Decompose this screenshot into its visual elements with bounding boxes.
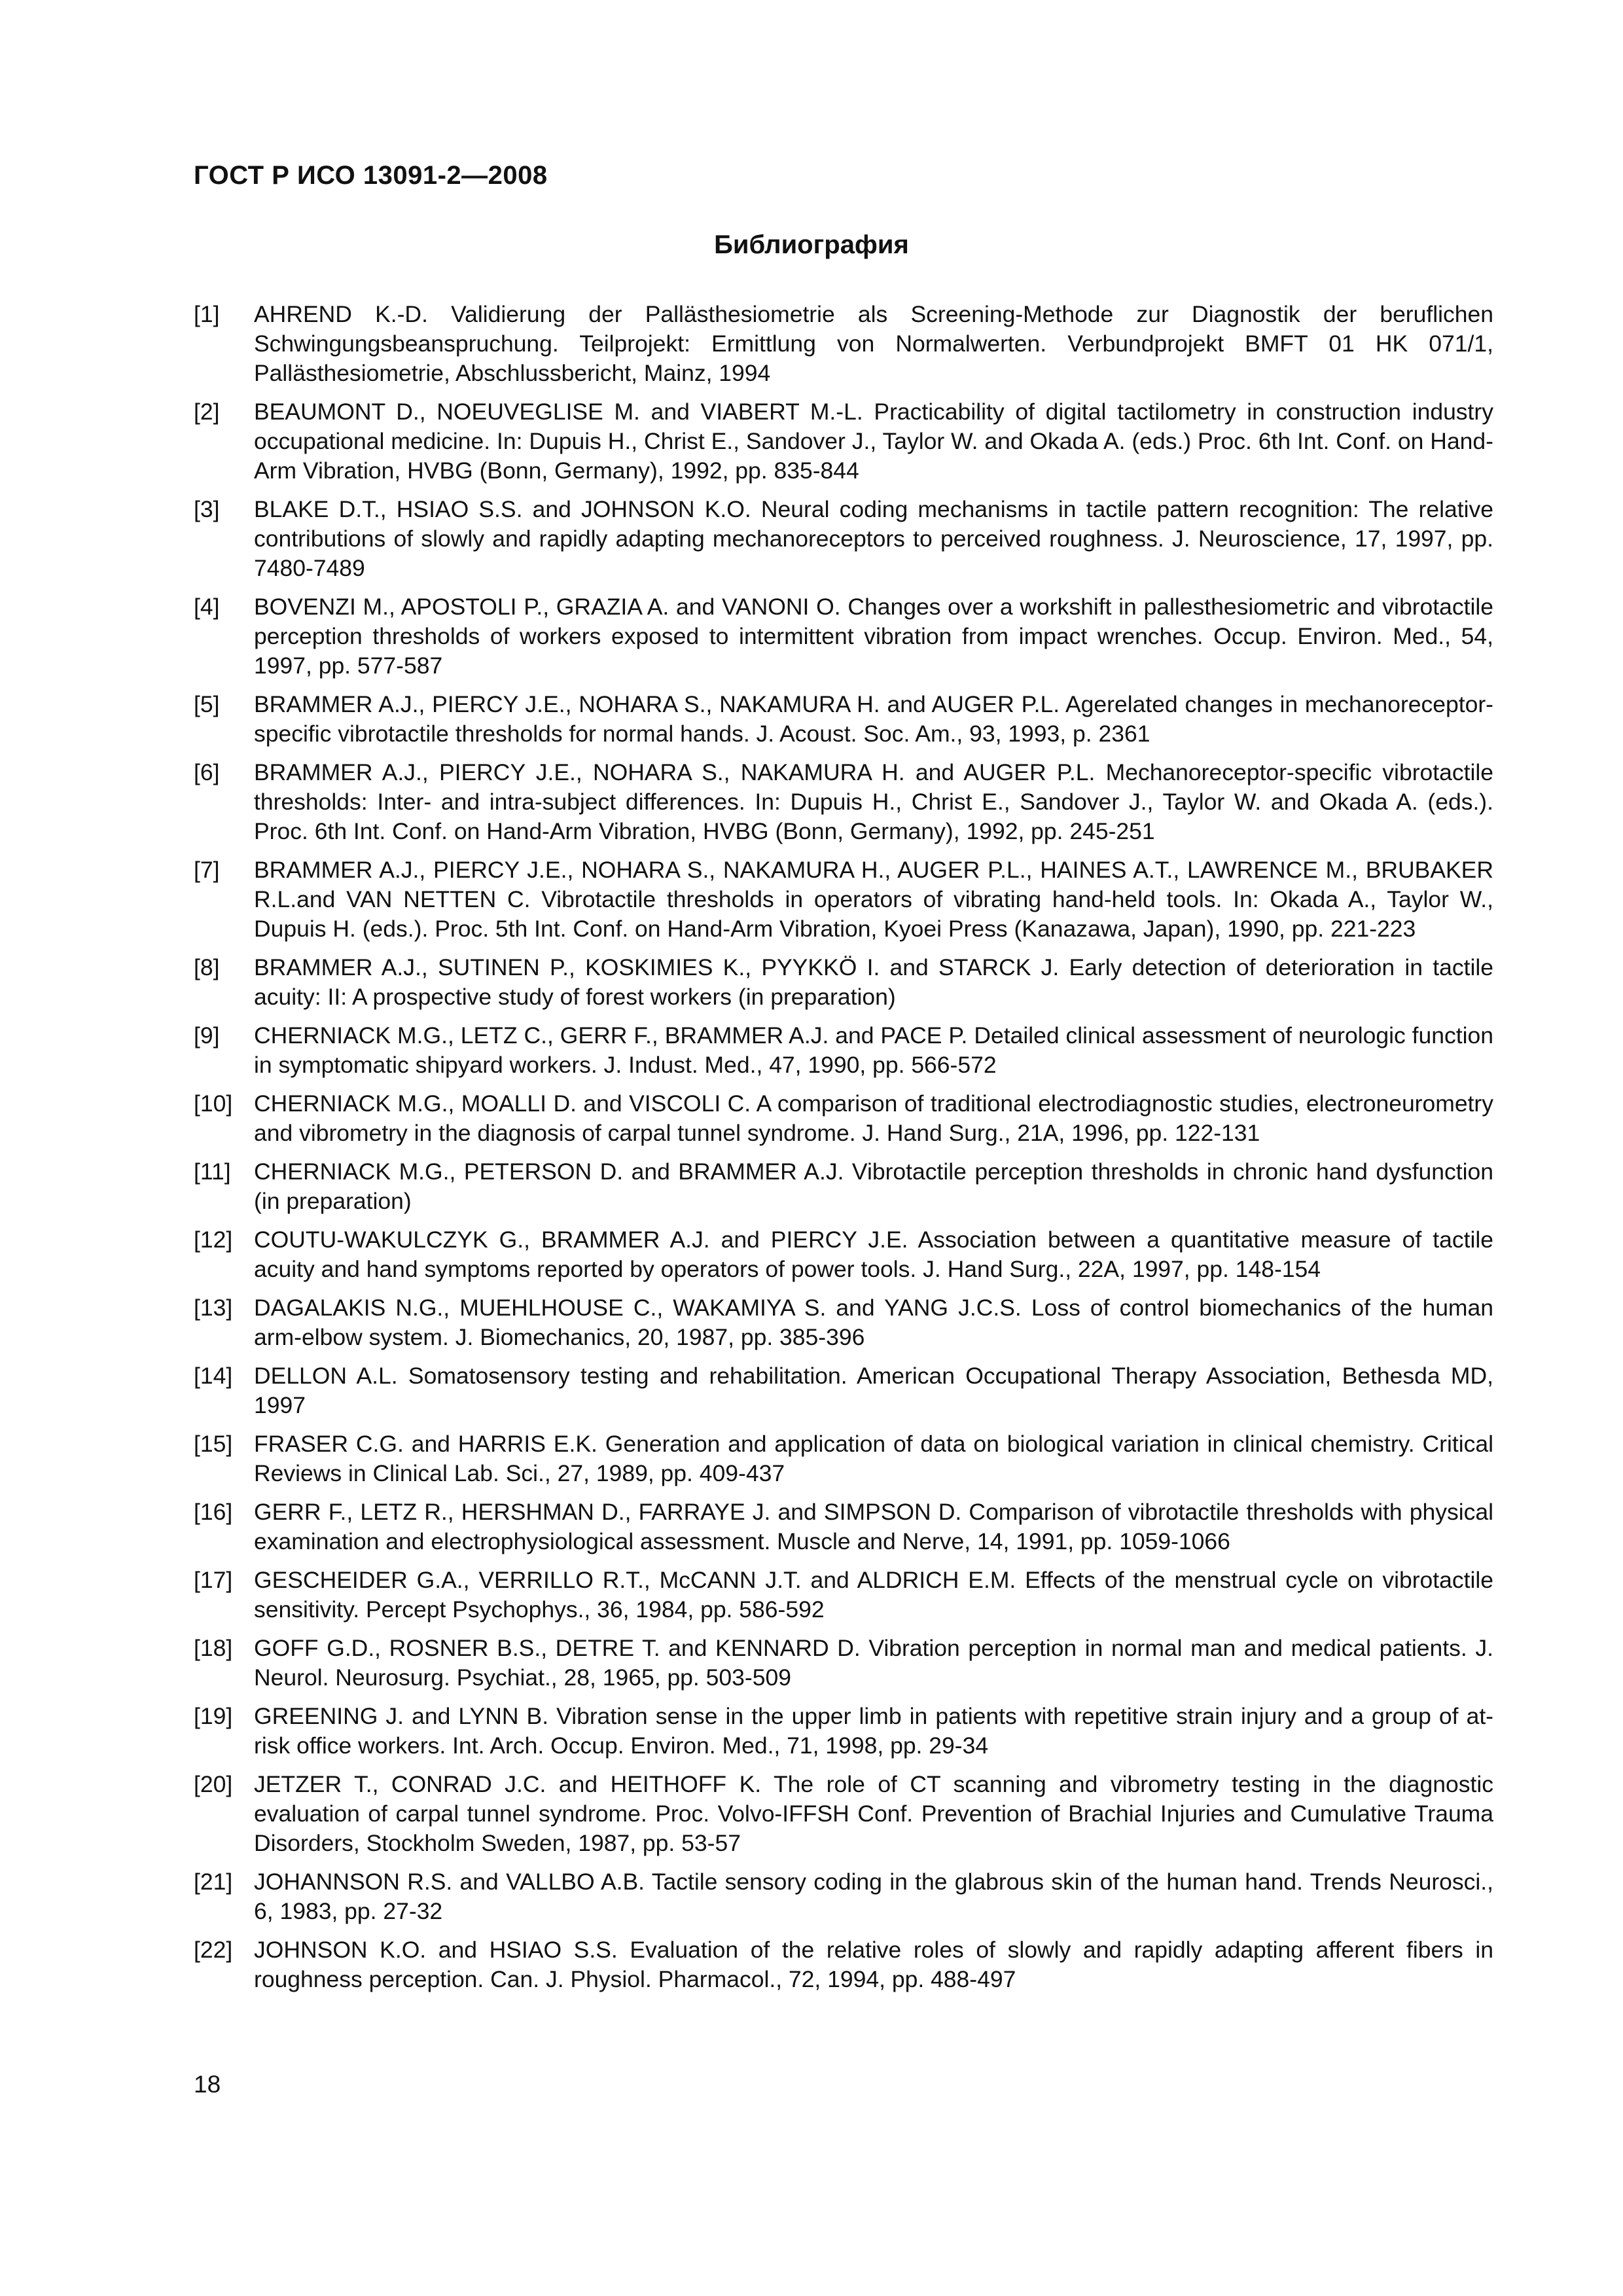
reference-text: BLAKE D.T., HSIAO S.S. and JOHNSON K.O. Neural coding mechanisms in tactile pattern recognition: The relative contributions of slowly and rapidly adapting mechanoreceptors to perceived roughness. J. Neuroscience, 17, 1997, pp. 7480-7489 bbox=[254, 496, 1493, 581]
reference-item bbox=[194, 1089, 1493, 1148]
reference-number: [14] bbox=[194, 1363, 233, 1389]
reference-number: [7] bbox=[194, 857, 220, 883]
reference-text: JOHANNSON R.S. and VALLBO A.B. Tactile sensory coding in the glabrous skin of the human hand. Trends Neurosci., 6, 1983, pp. 27-32 bbox=[254, 1869, 1493, 1924]
standard-header: ГОСТ Р ИСО 13091-2—2008 bbox=[194, 161, 548, 190]
reference-number: [1] bbox=[194, 301, 220, 327]
reference-text: GESCHEIDER G.A., VERRILLO R.T., McCANN J.T. and ALDRICH E.M. Effects of the menstrual cycle on vibrotactile sensitivity. Percept Psychophys., 36, 1984, pp. 586-592 bbox=[254, 1567, 1493, 1623]
reference-number: [21] bbox=[194, 1869, 233, 1895]
reference-list bbox=[194, 300, 1493, 2003]
reference-number: [22] bbox=[194, 1937, 233, 1963]
reference-item bbox=[194, 1225, 1493, 1284]
reference-text: AHREND K.-D. Validierung der Pallästhesiometrie als Screening-Methode zur Diagnostik der beruflichen Schwingungsbeanspruchung. Teilprojekt: Ermittlung von Normalwerten. Verbundprojekt BMFT 01 HK 071/1, Pallästhesiometrie, Abschlussbericht, Mainz, 1994 bbox=[254, 301, 1493, 386]
reference-item bbox=[194, 1770, 1493, 1858]
reference-number: [5] bbox=[194, 691, 220, 717]
reference-item bbox=[194, 1566, 1493, 1624]
reference-number: [10] bbox=[194, 1090, 233, 1117]
reference-text: BRAMMER A.J., PIERCY J.E., NOHARA S., NAKAMURA H. and AUGER P.L. Agerelated changes in mechanoreceptor-specific vibrotactile thresholds for normal hands. J. Acoust. Soc. Am., 93, 1993, p. 2361 bbox=[254, 691, 1493, 747]
reference-item bbox=[194, 758, 1493, 846]
reference-item bbox=[194, 1157, 1493, 1216]
page-number: 18 bbox=[194, 2071, 221, 2098]
reference-text: BRAMMER A.J., PIERCY J.E., NOHARA S., NAKAMURA H. and AUGER P.L. Mechanoreceptor-specific vibrotactile thresholds: Inter- and intra-subject differences. In: Dupuis H., Christ E., Sandover J., Taylor W. and Okada A. (eds.). Proc. 6th Int. Conf. on Hand-Arm Vibration, HVBG (Bonn, Germany), 1992, pp. 245-251 bbox=[254, 759, 1493, 844]
bibliography-title: Библиография bbox=[714, 230, 909, 259]
reference-item bbox=[194, 397, 1493, 486]
reference-number: [18] bbox=[194, 1635, 233, 1661]
reference-text: COUTU-WAKULCZYK G., BRAMMER A.J. and PIERCY J.E. Association between a quantitative measure of tactile acuity and hand symptoms reported by operators of power tools. J. Hand Surg., 22A, 1997, pp. 148-154 bbox=[254, 1227, 1493, 1282]
reference-text: BRAMMER A.J., PIERCY J.E., NOHARA S., NAKAMURA H., AUGER P.L., HAINES A.T., LAWRENCE M., BRUBAKER R.L.and VAN NETTEN C. Vibrotactile thresholds in operators of vibrating hand-held tools. In: Okada A., Taylor W., Dupuis H. (eds.). Proc. 5th Int. Conf. on Hand-Arm Vibration, Kyoei Press (Kanazawa, Japan), 1990, pp. 221-223 bbox=[254, 857, 1493, 942]
reference-item bbox=[194, 300, 1493, 388]
reference-text: CHERNIACK M.G., LETZ C., GERR F., BRAMMER A.J. and PACE P. Detailed clinical assessment of neurologic function in symptomatic shipyard workers. J. Indust. Med., 47, 1990, pp. 566-572 bbox=[254, 1022, 1493, 1078]
reference-item bbox=[194, 1634, 1493, 1693]
reference-item bbox=[194, 855, 1493, 944]
reference-number: [2] bbox=[194, 399, 220, 425]
reference-item bbox=[194, 1498, 1493, 1556]
reference-text: GOFF G.D., ROSNER B.S., DETRE T. and KENNARD D. Vibration perception in normal man and medical patients. J. Neurol. Neurosurg. Psychiat., 28, 1965, pp. 503-509 bbox=[254, 1635, 1493, 1691]
reference-number: [9] bbox=[194, 1022, 220, 1049]
reference-number: [4] bbox=[194, 594, 220, 620]
reference-item bbox=[194, 1361, 1493, 1420]
reference-item bbox=[194, 592, 1493, 681]
reference-item bbox=[194, 495, 1493, 583]
reference-text: BEAUMONT D., NOEUVEGLISE M. and VIABERT M.-L. Practicability of digital tactilometry in construction industry occupational medicine. In: Dupuis H., Christ E., Sandover J., Taylor W. and Okada A. (eds.) Proc. 6th Int. Conf. on Hand-Arm Vibration, HVBG (Bonn, Germany), 1992, pp. 835-844 bbox=[254, 399, 1493, 484]
reference-item bbox=[194, 1293, 1493, 1352]
reference-text: JETZER T., CONRAD J.C. and HEITHOFF K. The role of CT scanning and vibrometry testing in the diagnostic evaluation of carpal tunnel syndrome. Proc. Volvo-IFFSH Conf. Prevention of Brachial Injuries and Cumulative Trauma Disorders, Stockholm Sweden, 1987, pp. 53-57 bbox=[254, 1771, 1493, 1856]
reference-text: FRASER C.G. and HARRIS E.K. Generation and application of data on biological variation in clinical chemistry. Critical Reviews in Clinical Lab. Sci., 27, 1989, pp. 409-437 bbox=[254, 1431, 1493, 1486]
reference-text: GREENING J. and LYNN B. Vibration sense in the upper limb in patients with repetitive strain injury and a group of at-risk office workers. Int. Arch. Occup. Environ. Med., 71, 1998, pp. 29-34 bbox=[254, 1703, 1493, 1759]
reference-text: JOHNSON K.O. and HSIAO S.S. Evaluation of the relative roles of slowly and rapidly adapting afferent fibers in roughness perception. Can. J. Physiol. Pharmacol., 72, 1994, pp. 488-497 bbox=[254, 1937, 1493, 1992]
reference-text: DAGALAKIS N.G., MUEHLHOUSE C., WAKAMIYA S. and YANG J.C.S. Loss of control biomechanics of the human arm-elbow system. J. Biomechanics, 20, 1987, pp. 385-396 bbox=[254, 1295, 1493, 1350]
reference-text: CHERNIACK M.G., PETERSON D. and BRAMMER A.J. Vibrotactile perception thresholds in chronic hand dysfunction (in preparation) bbox=[254, 1158, 1493, 1214]
reference-number: [8] bbox=[194, 954, 220, 980]
reference-number: [12] bbox=[194, 1227, 233, 1253]
reference-item bbox=[194, 1021, 1493, 1080]
reference-number: [11] bbox=[194, 1158, 231, 1185]
reference-number: [20] bbox=[194, 1771, 233, 1797]
reference-number: [16] bbox=[194, 1499, 233, 1525]
reference-text: DELLON A.L. Somatosensory testing and rehabilitation. American Occupational Therapy Association, Bethesda MD, 1997 bbox=[254, 1363, 1493, 1418]
reference-item bbox=[194, 1702, 1493, 1761]
reference-number: [19] bbox=[194, 1703, 233, 1729]
reference-text: CHERNIACK M.G., MOALLI D. and VISCOLI C. A comparison of traditional electrodiagnostic studies, electroneurometry and vibrometry in the diagnosis of carpal tunnel syndrome. J. Hand Surg., 21A, 1996, pp. 122-131 bbox=[254, 1090, 1493, 1146]
reference-number: [13] bbox=[194, 1295, 233, 1321]
reference-number: [6] bbox=[194, 759, 220, 785]
reference-number: [15] bbox=[194, 1431, 233, 1457]
reference-text: BOVENZI M., APOSTOLI P., GRAZIA A. and VANONI O. Changes over a workshift in pallesthesiometric and vibrotactile perception thresholds of workers exposed to intermittent vibration from impact wrenches. Occup. Environ. Med., 54, 1997, pp. 577-587 bbox=[254, 594, 1493, 679]
reference-number: [17] bbox=[194, 1567, 233, 1593]
reference-item bbox=[194, 1867, 1493, 1926]
reference-text: GERR F., LETZ R., HERSHMAN D., FARRAYE J. and SIMPSON D. Comparison of vibrotactile thresholds with physical examination and electrophysiological assessment. Muscle and Nerve, 14, 1991, pp. 1059-1066 bbox=[254, 1499, 1493, 1554]
reference-item bbox=[194, 690, 1493, 749]
reference-text: BRAMMER A.J., SUTINEN P., KOSKIMIES K., PYYKKÖ I. and STARCK J. Early detection of deterioration in tactile acuity: II: A prospective study of forest workers (in preparation) bbox=[254, 954, 1493, 1010]
reference-item bbox=[194, 1429, 1493, 1488]
reference-item bbox=[194, 1935, 1493, 1994]
reference-number: [3] bbox=[194, 496, 220, 522]
reference-item bbox=[194, 953, 1493, 1012]
